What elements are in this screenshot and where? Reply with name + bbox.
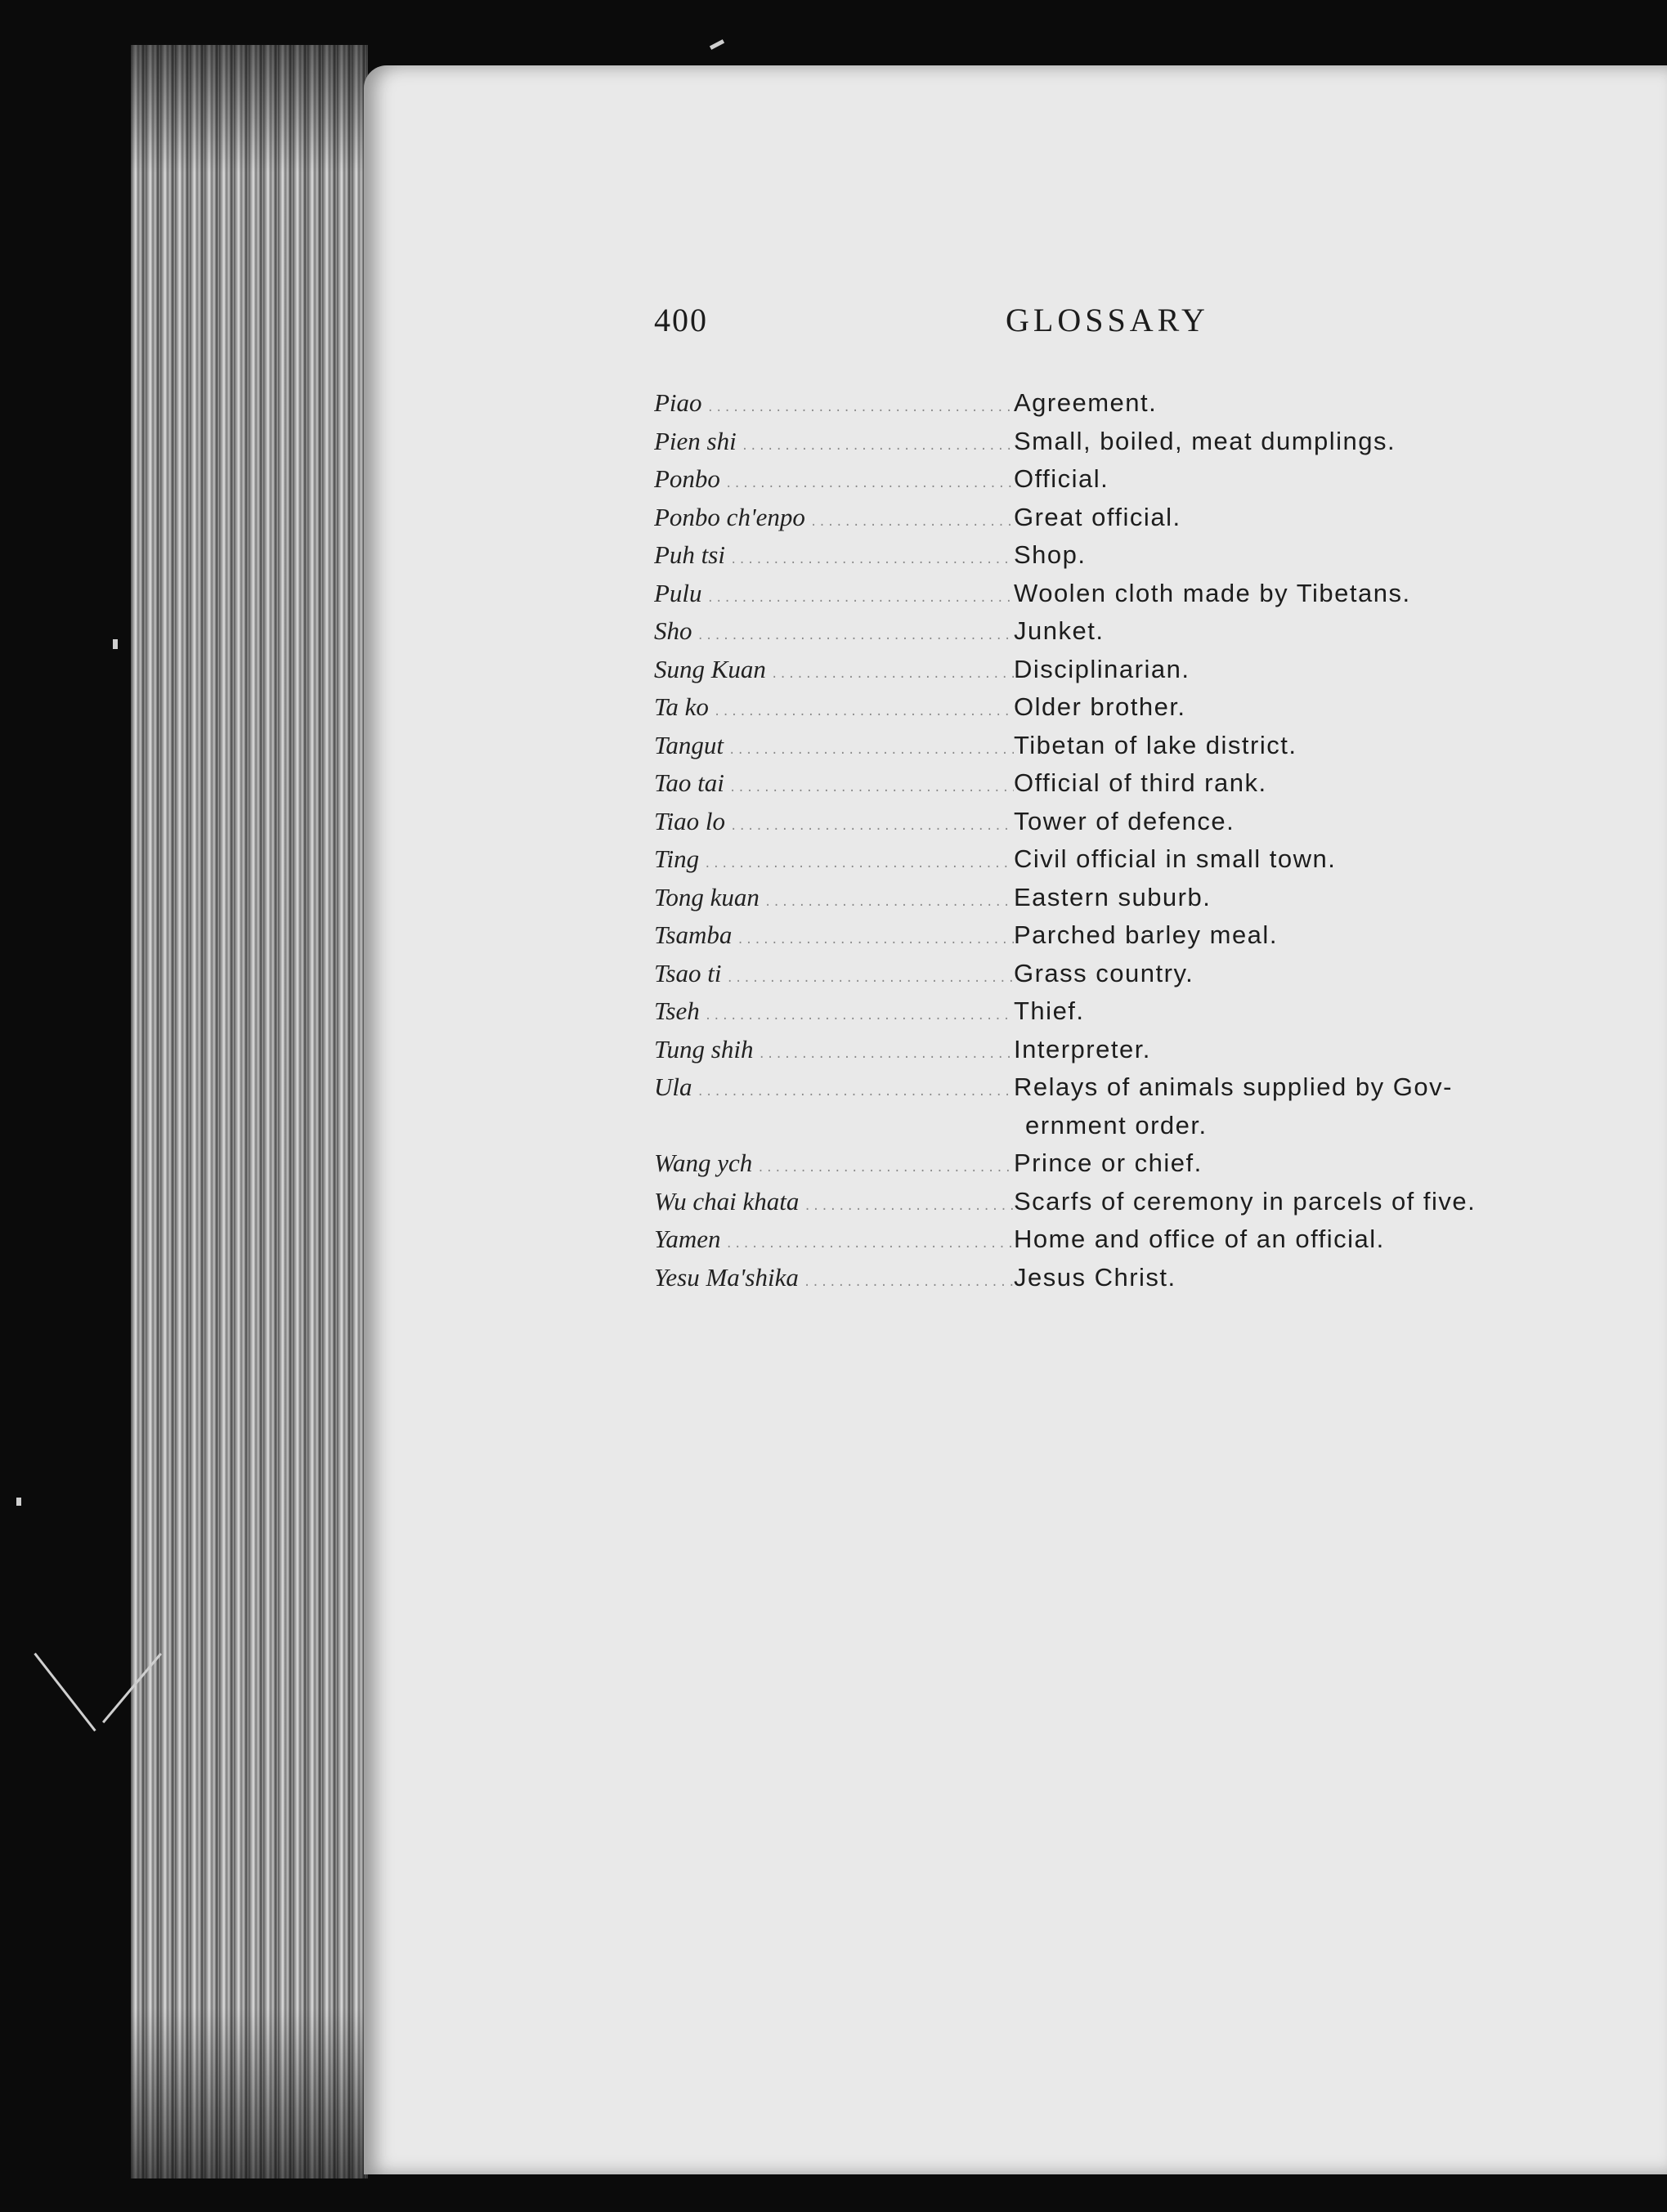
dot-leader [697,1086,1015,1099]
glossary-term: Tiao lo [654,806,726,835]
glossary-definition: Official of third rank. [1014,768,1267,797]
glossary-term: Tangut [654,730,724,759]
dot-leader [707,401,1014,414]
glossary-definition: Interpreter. [1014,1034,1151,1063]
scan-speck [34,1653,96,1731]
glossary-entry [654,1183,1586,1221]
glossary-definition: Civil official in small town. [1014,844,1337,873]
dot-leader [729,781,1014,795]
dot-leader [764,896,1014,909]
glossary-entry [654,651,1586,689]
dot-leader [804,1200,1014,1213]
glossary-term: Sho [654,616,692,645]
glossary-entry [654,955,1586,993]
dot-leader [737,934,1014,947]
glossary-definition: Older brother. [1014,692,1186,721]
glossary-term: Tong kuan [654,882,760,911]
glossary-definition: Grass country. [1014,958,1194,987]
dot-leader [726,972,1014,985]
scan-speck [113,639,118,649]
glossary-term: Yamen [654,1225,721,1253]
dot-leader [771,668,1014,681]
glossary-term: Pien shi [654,426,737,455]
glossary-definition: Small, boiled, meat dumplings. [1014,426,1396,455]
glossary-term: Pulu [654,578,702,607]
glossary-definition: Official. [1014,464,1109,493]
glossary-definition: Eastern suburb. [1014,882,1212,911]
glossary-entry [654,1068,1586,1144]
glossary-definition: Jesus Christ. [1014,1262,1176,1292]
dot-leader [705,1010,1014,1023]
glossary-term: Tsao ti [654,958,722,987]
scan-speck [710,39,724,50]
glossary-term: Tsamba [654,920,733,949]
glossary-term: Ponbo ch'enpo [654,502,805,531]
glossary-definition-continuation: ernment order. [1025,1110,1208,1140]
glossary-entry [654,384,1586,423]
glossary-term: Ta ko [654,692,709,721]
glossary-definition: Junket. [1014,616,1105,645]
glossary-definition: Home and office of an official. [1014,1225,1385,1253]
dot-leader [726,1238,1014,1251]
glossary-entry [654,688,1586,727]
dot-leader [725,477,1014,490]
glossary-term: Wang ych [654,1149,753,1177]
dot-leader [758,1048,1014,1061]
glossary-entry [654,916,1586,955]
glossary-definition: Scarfs of ceremony in parcels of five. [1014,1186,1477,1216]
glossary-entry [654,499,1586,537]
glossary-entry [654,840,1586,879]
dot-leader [707,592,1014,605]
glossary-definition: Thief. [1014,996,1085,1025]
glossary-entry [654,803,1586,841]
page-number: 400 [654,302,708,338]
glossary-definition: Tibetan of lake district. [1014,730,1297,759]
scan-speck [16,1498,21,1506]
glossary-term: Wu chai khata [654,1186,800,1216]
glossary-entry [654,764,1586,803]
glossary-definition: Agreement. [1014,388,1158,417]
glossary-term: Piao [654,388,702,417]
glossary-definition: Tower of defence. [1014,806,1235,835]
dot-leader [810,516,1014,529]
glossary-entry [654,992,1586,1031]
glossary-definition: Parched barley meal. [1014,920,1278,949]
dot-leader [704,857,1014,871]
glossary-definition: Woolen cloth made by Tibetans. [1014,578,1411,607]
glossary-definition: Prince or chief. [1014,1149,1203,1177]
glossary-entry [654,1220,1586,1259]
dot-leader [697,629,1015,643]
glossary-term: Ting [654,844,700,873]
dot-leader [730,820,1014,833]
glossary-definition: Great official. [1014,502,1181,531]
glossary-term: Puh tsi [654,540,725,569]
glossary-entry [654,1259,1586,1297]
dot-leader [757,1162,1014,1175]
glossary-entry [654,423,1586,461]
dot-leader [728,744,1014,757]
dot-leader [742,440,1014,453]
glossary-entry [654,460,1586,499]
page-edges [131,45,368,2178]
glossary-definition: Relays of animals supplied by Gov- [1014,1072,1453,1101]
dot-leader [804,1276,1014,1289]
glossary-entry [654,1031,1586,1069]
glossary-entry [654,575,1586,613]
glossary-definition: Disciplinarian. [1014,654,1190,683]
glossary-term: Tao tai [654,768,724,797]
dot-leader [730,553,1014,566]
glossary-term: Sung Kuan [654,654,766,683]
glossary-term: Yesu Ma'shika [654,1262,799,1292]
glossary-entry [654,727,1586,765]
glossary-entry [654,879,1586,917]
glossary-term: Tung shih [654,1034,754,1063]
running-title: GLOSSARY [1006,302,1209,338]
glossary-entry [654,612,1586,651]
glossary-term: Ponbo [654,464,720,493]
glossary-term: Ula [654,1072,692,1101]
page-header [654,301,1226,350]
glossary-entry [654,536,1586,575]
glossary-list [654,384,1586,1296]
glossary-definition: Shop. [1014,540,1087,569]
dot-leader [714,705,1014,719]
glossary-entry [654,1144,1586,1183]
glossary-term: Tseh [654,996,700,1025]
